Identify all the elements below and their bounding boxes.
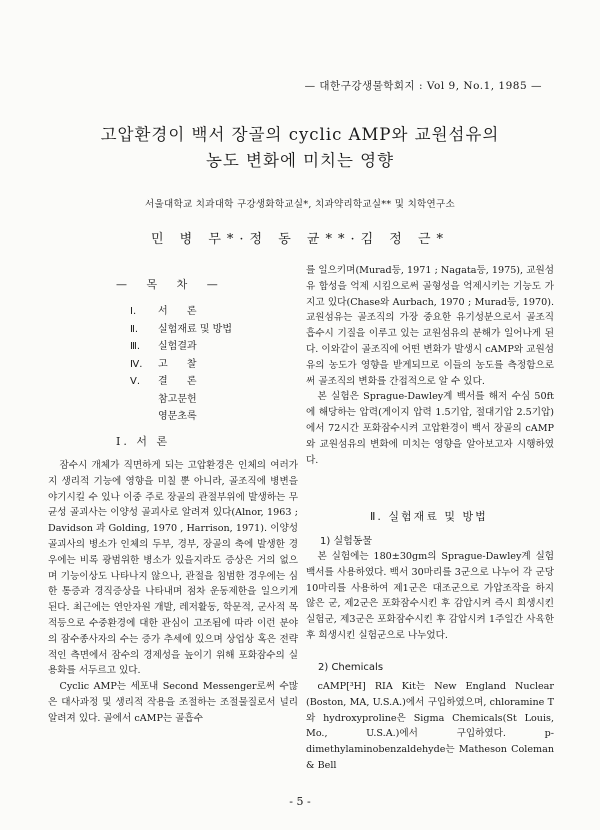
intro-paragraph-3: 를 일으키며(Murad등, 1971 ; Nagata등, 1975), 교원섬유 합성을 억제 시킴으로써 골형성을 억제시키는 기능도 가지고 있다(Chase와 Aurbach, 1970 ; Murad등, 1970). 교원섬유는 골조직의 가장 중요한 유기성분으로서 골조직 흡수시 기질을 이루고 있는 교원섬유의 분해가 일어나게 된다. 이와같이 골조직에 어떤 변화가 발생시 cAMP와 교원섬유의 농도가 영향을 받게되므로 이들의 농도를 측정함으로써 골조직의 변화를 간접적으로 알 수 있다. — [306, 265, 554, 387]
title-line-1: 고압환경이 백서 장골의 cyclic AMP와 교원섬유의 — [100, 125, 500, 144]
subsection-chemicals-heading: 2) Chemicals — [318, 662, 384, 673]
intro-paragraph-2: Cyclic AMP는 세포내 Second Messenger로써 수많은 대사과정 및 생리적 작용을 조절하는 조절물질로서 널리 알려져 있다. 골에서 cAMP는 골흡수 — [48, 681, 298, 724]
left-column-body — [48, 458, 298, 727]
authors: 민 병 무*·정 동 균**·김 정 근* — [150, 232, 450, 247]
section-2-heading: Ⅱ. 실험재료 및 방법 — [370, 510, 488, 523]
right-column-middle — [306, 549, 554, 644]
toc-item: Ⅱ. 실험재료 및 방법 — [130, 323, 232, 335]
toc-item: Ⅴ. 결 론 — [130, 376, 205, 387]
toc-item: Ⅳ. 고 찰 — [130, 358, 205, 370]
right-column-top — [306, 263, 554, 468]
section-1-heading: Ⅰ. 서 론 — [116, 435, 171, 448]
table-of-contents — [130, 303, 232, 426]
subsection-animals-heading: 1) 실험동물 — [320, 536, 373, 547]
toc-item: 참고문헌 — [158, 393, 197, 405]
toc-item: Ⅰ. 서 론 — [130, 306, 205, 317]
animals-paragraph: 본 실험에는 180±30gm의 Sprague-Dawley계 실험백서를 사용하였다. 백서 30마리를 3군으로 나누어 각 군당 10마리를 사용하여 제1군은 대조군으로 가압조작을 하지 않은 군, 제2군은 포화잠수시킨 후 감압시켜 즉시 희생시킨 실험군, 제3군은 포화잠수시킨 후 감압시켜 1주일간 사육한 후 희생시킨 실험군으로 나누었다. — [306, 551, 554, 641]
toc-item: 영문초록 — [158, 411, 197, 422]
journal-header: — 대한구강생물학회지 : Vol 9, No.1, 1985 — — [304, 80, 542, 92]
right-column-bottom — [306, 679, 554, 774]
intro-paragraph-1: 잠수시 개체가 직면하게 되는 고압환경은 인체의 여러가지 생리적 기능에 영향을 미칠 뿐 아니라, 골조직에 병변을 야기시킬 수 있나 이중 주로 장골의 관절부위에 발생하는 무균성 골괴사는 이양성 골괴사로 알려져 있다(Alnor, 1963 ; Davidson 과 Golding, 1970 , Harrison, 1971). 이양성 골괴사의 병소가 인체의 두부, 경부, 장골의 축에 발생한 경우에는 비록 광범위한 병소가 있을지라도 증상은 거의 없으며 기능이상도 나타나지 않으나, 관절을 침범한 경우에는 심한 통증과 경직증상을 나타내며 점차 운동제한을 일으키게 된다. 최근에는 연안자원 개발, 레저활동, 학문적, 군사적 목적등으로 수중환경에 대한 관심이 고조됨에 따라 이런 분야의 잠수종사자의 수는 증가 추세에 있으며 상업상 혹은 전략적인 측면에서 잠수의 경제성을 높이기 위해 포화잠수의 실용화를 서두르고 있다. — [48, 460, 298, 677]
chemicals-paragraph: cAMP[³H] RIA Kit는 New England Nuclear (Boston, MA, U.S.A.)에서 구입하였으며, chloramine T와 hydroxyproline은 Sigma Chemicals(St Louis, Mo., U.S.A.)에서 구입하였다. p-dimethylaminobenzaldehyde는 Matheson Coleman & Bell — [306, 681, 554, 771]
page-number: - 5 - — [289, 795, 311, 808]
title-line-2: 농도 변화에 미치는 영향 — [205, 151, 395, 170]
intro-paragraph-4: 본 실험은 Sprague-Dawley계 백서를 해저 수심 50ft에 해당하는 압력(게이지 압력 1.5기압, 절대기압 2.5기압)에서 72시간 포화잠수시켜 고압환경이 백서 장골의 cAMP와 교원섬유의 변화에 미치는 영향을 알아보고자 시행하였다. — [306, 391, 554, 466]
toc-item: Ⅲ. 실험결과 — [130, 341, 197, 352]
toc-heading: — 목 차 — — [116, 278, 226, 291]
affiliation: 서울대학교 치과대학 구강생화학교실*, 치과약리학교실** 및 치학연구소 — [145, 199, 455, 210]
